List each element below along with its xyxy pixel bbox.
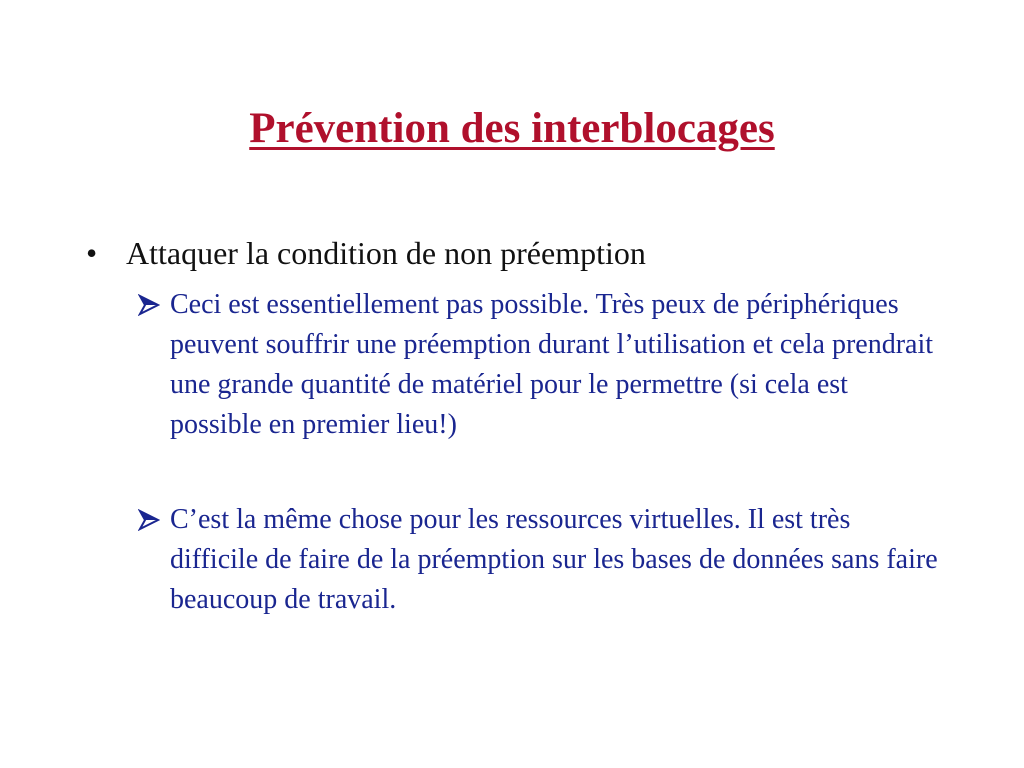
sub-bullet-item — [138, 285, 938, 445]
bullet-marker: • — [86, 235, 98, 271]
arrow-bullet-icon — [138, 294, 160, 316]
sub-bullet-text: C’est la même chose pour les ressources virtuelles. Il est très difficile de faire de la préemption sur les bases de données sans faire beaucoup de travail. — [170, 504, 938, 615]
sub-bullet-text: Ceci est essentiellement pas possible. Très peux de périphériques peuvent souffrir une préemption durant l’utilisation et cela prendrait une grande quantité de matériel pour le permettre (si cela est possible en premier lieu!) — [170, 289, 934, 440]
slide-title: Prévention des interblocages — [249, 105, 775, 152]
arrow-bullet-icon — [138, 509, 160, 531]
sub-bullet-item — [138, 500, 938, 620]
bullet-item — [86, 234, 646, 272]
bullet-text: Attaquer la condition de non préemption — [126, 235, 646, 271]
